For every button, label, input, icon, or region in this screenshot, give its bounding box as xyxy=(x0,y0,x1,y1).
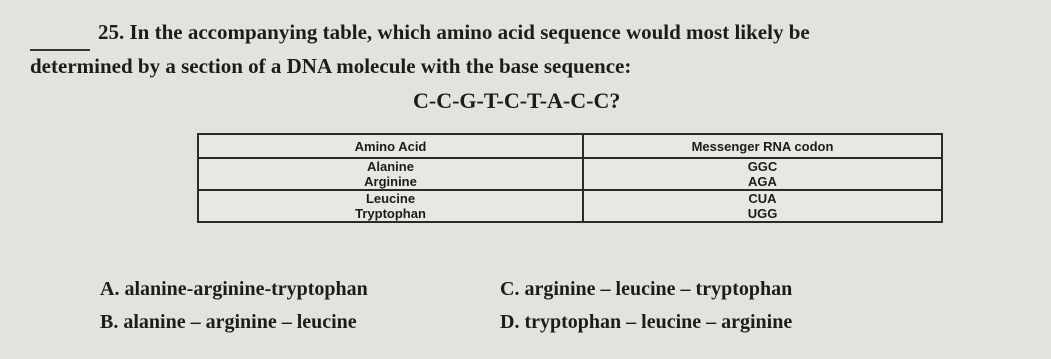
question-number: 25. xyxy=(98,20,125,44)
codon-ugg: UGG xyxy=(747,206,778,221)
codon-aga: AGA xyxy=(748,174,777,189)
dna-base-sequence: C-C-G-T-C-T-A-C-C? xyxy=(413,88,621,113)
question-text-line-1: In the accompanying table, which amino acid sequence would most likely be xyxy=(129,20,810,44)
amino-acid-leucine: Leucine xyxy=(365,191,416,206)
header-mrna-codon: Messenger RNA codon xyxy=(583,134,942,158)
answer-choice-a[interactable]: A. alanine-arginine-tryptophan xyxy=(100,278,368,300)
answer-choice-d[interactable]: D. tryptophan – leucine – arginine xyxy=(500,311,793,333)
amino-acid-cell xyxy=(198,190,583,222)
codon-table xyxy=(197,133,943,223)
question-text-line-2: determined by a section of a DNA molecule with the base sequence: xyxy=(30,54,632,78)
answer-choice-c[interactable]: C. arginine – leucine – tryptophan xyxy=(500,278,793,300)
answer-choice-b[interactable]: B. alanine – arginine – leucine xyxy=(100,311,357,333)
answer-blank-line xyxy=(30,49,90,51)
amino-acid-tryptophan: Tryptophan xyxy=(355,206,426,221)
amino-acid-cell xyxy=(198,158,583,190)
codon-cell xyxy=(583,158,942,190)
codon-ggc: GGC xyxy=(747,159,778,174)
table-header-row xyxy=(198,134,942,158)
table-row xyxy=(198,158,942,190)
table-row xyxy=(198,190,942,222)
codon-cell xyxy=(583,190,942,222)
amino-acid-arginine: Arginine xyxy=(364,174,417,189)
header-amino-acid: Amino Acid xyxy=(198,134,583,158)
amino-acid-alanine: Alanine xyxy=(367,159,414,174)
question-line-1 xyxy=(98,20,810,45)
codon-cua: CUA xyxy=(748,191,777,206)
